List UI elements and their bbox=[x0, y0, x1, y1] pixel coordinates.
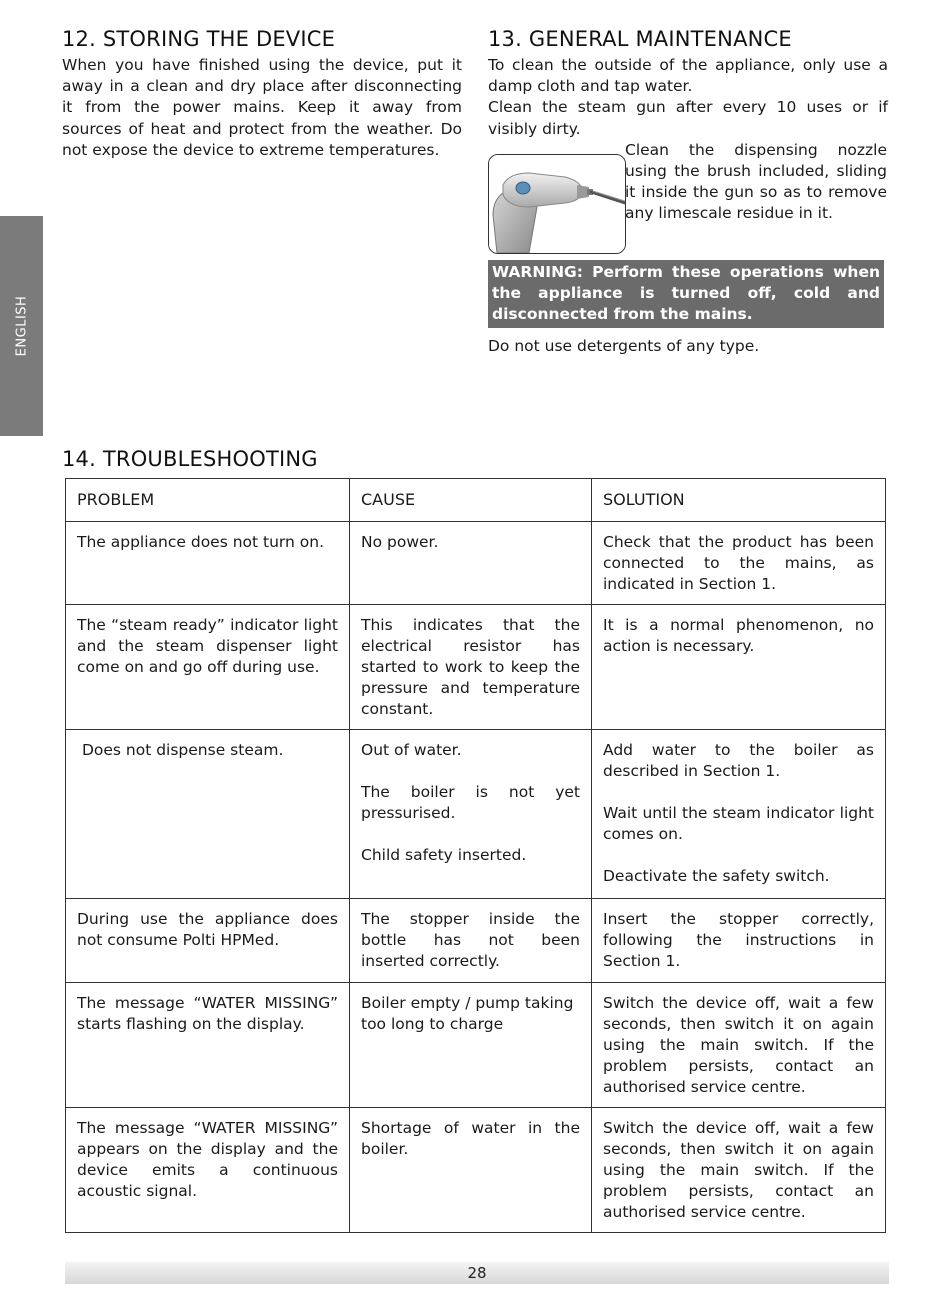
problem-cell: The “steam ready” indicator light and the steam dispenser light come on and go off during use. bbox=[66, 605, 350, 730]
warning-box: WARNING: Perform these operations when the appliance is turned off, cold and disconnected from the mains. bbox=[488, 260, 884, 328]
table-row bbox=[66, 899, 886, 983]
section-13-title: 13. GENERAL MAINTENANCE bbox=[488, 27, 792, 51]
cause-item: Child safety inserted. bbox=[361, 846, 527, 864]
section-12-title: 12. STORING THE DEVICE bbox=[62, 27, 336, 51]
cause-item: Out of water. bbox=[361, 741, 462, 759]
cause-item: The boiler is not yet pressurised. bbox=[361, 783, 580, 822]
table-row bbox=[66, 730, 886, 899]
no-detergents-note: Do not use detergents of any type. bbox=[488, 336, 760, 355]
header-solution: SOLUTION bbox=[592, 479, 886, 522]
section-maintenance bbox=[488, 27, 888, 355]
cause-cell: Shortage of water in the boiler. bbox=[350, 1108, 592, 1233]
table-row bbox=[66, 983, 886, 1108]
table-header-row bbox=[66, 479, 886, 522]
solution-cell: Check that the product has been connected to the mains, as indicated in Section 1. bbox=[592, 522, 886, 605]
section-14-title: 14. TROUBLESHOOTING bbox=[62, 447, 318, 471]
solution-cell bbox=[592, 730, 886, 899]
solution-item: Deactivate the safety switch. bbox=[603, 867, 830, 885]
problem-cell: The message “WATER MISSING” starts flashing on the display. bbox=[66, 983, 350, 1108]
table-row bbox=[66, 522, 886, 605]
solution-item: Wait until the steam indicator light comes on. bbox=[603, 804, 874, 843]
cause-cell: No power. bbox=[350, 522, 592, 605]
solution-cell: It is a normal phenomenon, no action is necessary. bbox=[592, 605, 886, 730]
troubleshooting-table bbox=[65, 478, 886, 1233]
language-label: ENGLISH bbox=[14, 295, 29, 357]
section-13-para2: Clean the steam gun after every 10 uses or if visibly dirty. bbox=[488, 98, 888, 138]
table-row bbox=[66, 1108, 886, 1233]
footer-bar bbox=[65, 1262, 889, 1284]
nozzle-cleaning-figure bbox=[488, 140, 888, 246]
cause-cell: Boiler empty / pump taking too long to charge bbox=[350, 983, 592, 1108]
problem-cell: Does not dispense steam. bbox=[66, 730, 350, 899]
problem-cell: During use the appliance does not consume Polti HPMed. bbox=[66, 899, 350, 983]
solution-cell: Switch the device off, wait a few seconds, then switch it on again using the main switch. If the problem persists, contact an authorised service centre. bbox=[592, 983, 886, 1108]
nozzle-cleaning-text: Clean the dispensing nozzle using the brush included, sliding it inside the gun so as to remove any limescale residue in it. bbox=[625, 140, 887, 223]
solution-cell: Switch the device off, wait a few seconds, then switch it on again using the main switch. If the problem persists, contact an authorised service centre. bbox=[592, 1108, 886, 1233]
problem-cell: The message “WATER MISSING” appears on the display and the device emits a continuous acoustic signal. bbox=[66, 1108, 350, 1233]
header-problem: PROBLEM bbox=[66, 479, 350, 522]
page-number: 28 bbox=[467, 1264, 487, 1282]
solution-cell: Insert the stopper correctly, following the instructions in Section 1. bbox=[592, 899, 886, 983]
section-13-para1: To clean the outside of the appliance, only use a damp cloth and tap water. bbox=[488, 56, 888, 96]
cause-cell bbox=[350, 730, 592, 899]
section-storing bbox=[62, 27, 462, 161]
cause-cell: The stopper inside the bottle has not been inserted correctly. bbox=[350, 899, 592, 983]
cause-cell: This indicates that the electrical resistor has started to work to keep the pressure and temperature constant. bbox=[350, 605, 592, 730]
problem-cell: The appliance does not turn on. bbox=[66, 522, 350, 605]
solution-item: Add water to the boiler as described in Section 1. bbox=[603, 741, 874, 780]
steam-gun-illustration-icon bbox=[488, 154, 626, 254]
header-cause: CAUSE bbox=[350, 479, 592, 522]
language-side-tab bbox=[0, 216, 43, 436]
table-row bbox=[66, 605, 886, 730]
section-12-body: When you have finished using the device, put it away in a clean and dry place after disconnecting it from the power mains. Keep it away from sources of heat and protect from the weather. Do not expose the device to extreme temperatures. bbox=[62, 56, 462, 159]
